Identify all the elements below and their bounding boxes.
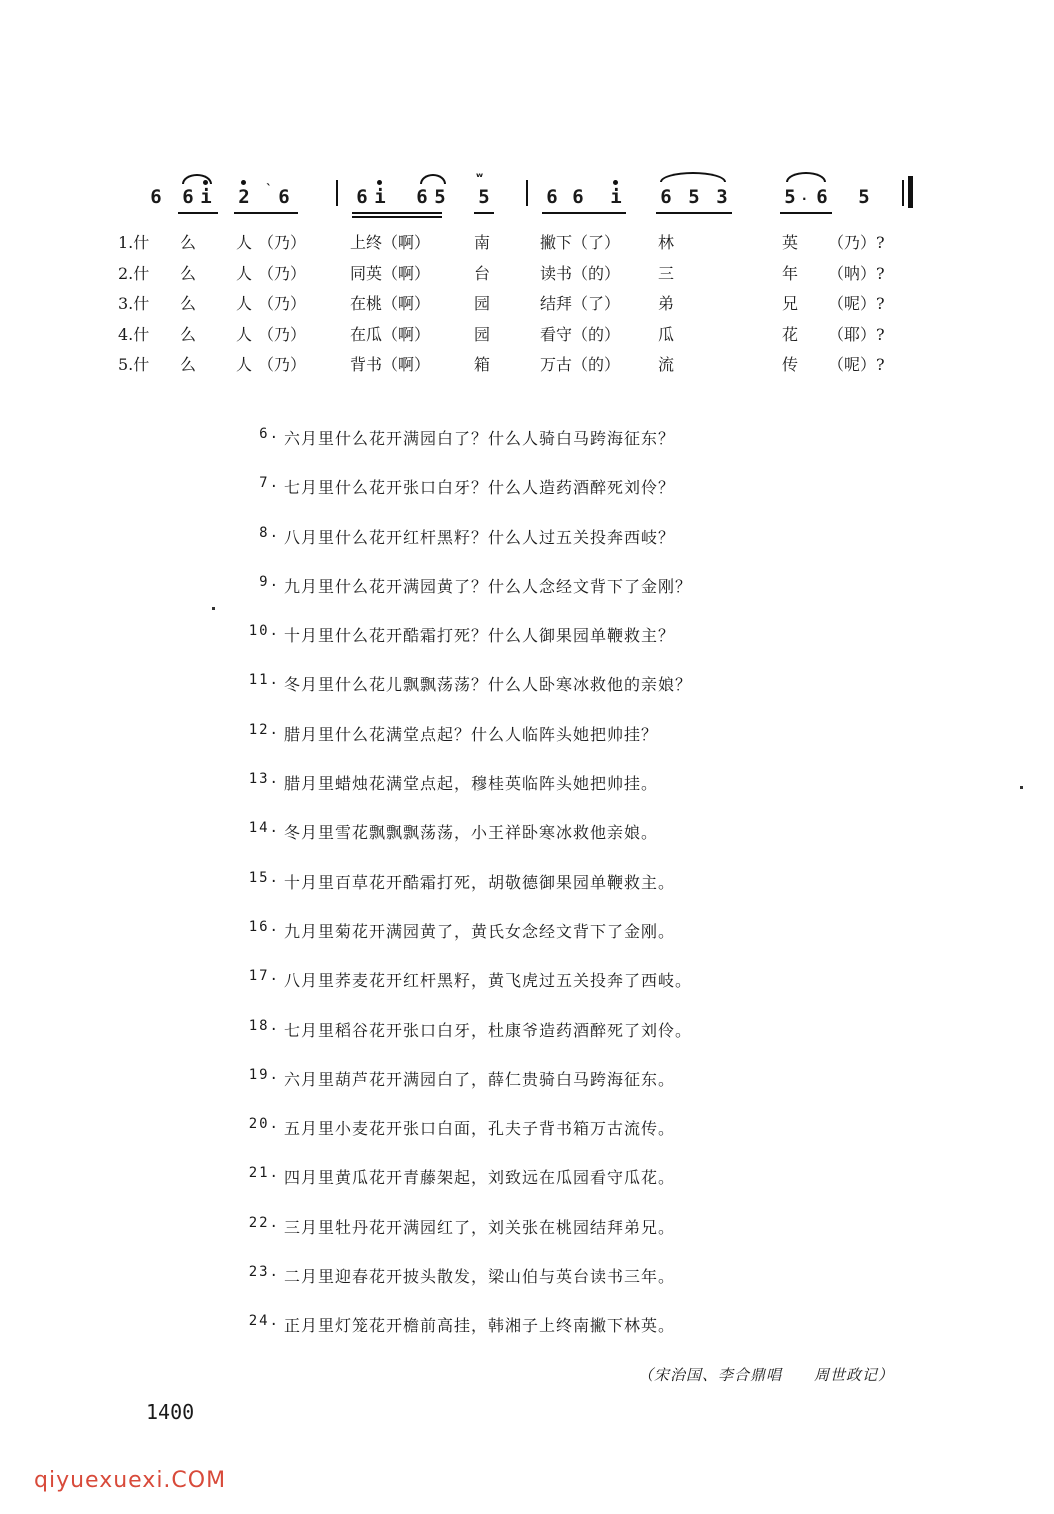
note: 6 [660, 186, 672, 208]
lyric-cell: 1.什 [118, 233, 150, 252]
beam-underline [474, 212, 494, 214]
lyric-cell: （乃） [258, 324, 307, 344]
verse-line [230, 666, 930, 715]
note: 6 [416, 186, 428, 208]
lyric-cell: 上终（啊） [350, 233, 431, 252]
note [370, 186, 390, 208]
lyric-cell: 在桃（啊） [350, 294, 431, 313]
verse-number: 22. [248, 1214, 280, 1231]
verse-text: 九月里菊花开满园黄了，黄氏女念经文背下了金刚。 [284, 921, 676, 941]
lyric-cell: 园 [474, 294, 491, 313]
lyric-cell: （呢）? [828, 355, 885, 374]
note [606, 186, 626, 208]
verse-text: 十月里百草花开酷霜打死，胡敬德御果园单鞭救主。 [284, 872, 676, 892]
note: 6 [816, 186, 828, 208]
verse-text: 六月里葫芦花开满园白了，薛仁贵骑白马跨海征东。 [284, 1069, 676, 1089]
verse-number: 24. [248, 1313, 280, 1330]
lyric-cell: （乃） [258, 355, 307, 374]
note: 5 [434, 186, 446, 208]
lyric-cell: 么 [180, 263, 197, 283]
verse-text: 八月里荞麦花开红杆黑籽，黄飞虎过五关投奔了西岐。 [284, 971, 693, 991]
final-barline-thin [902, 180, 904, 206]
high-octave-dot [241, 180, 246, 185]
lyric-cell: 3.什 [118, 294, 150, 313]
note-text: i [374, 186, 386, 208]
lyric-cell: 4.什 [118, 324, 150, 344]
barline [526, 180, 528, 206]
lyric-cell: （呐）? [828, 263, 885, 283]
verse-text: 冬月里雪花飘飘飘荡荡，小王祥卧寒冰救他亲娘。 [284, 823, 659, 843]
measure-4 [776, 178, 896, 212]
beam-underline [178, 212, 218, 214]
lyric-cell: 么 [180, 233, 197, 252]
lyric-cell: 瓜 [658, 324, 675, 344]
verse-text: 八月里什么花开红杆黑籽？什么人过五关投奔西岐？ [284, 527, 676, 547]
lyric-cell: 年 [782, 263, 799, 283]
verse-line [230, 1307, 930, 1356]
verse-number: 17. [248, 968, 280, 985]
verse-text: 七月里稻谷花开张口白牙，杜康爷造药酒醉死了刘伶。 [284, 1020, 693, 1040]
verse-text: 四月里黄瓜花开青藤架起，刘致远在瓜园看守瓜花。 [284, 1168, 676, 1188]
lyric-cell: 万古（的） [540, 355, 621, 374]
verse-line [230, 469, 930, 518]
verse-number: 6. [259, 426, 280, 442]
verse-line [230, 1061, 930, 1110]
lyric-cell: （乃） [258, 294, 307, 313]
jianpu-notation [140, 160, 940, 220]
verse-line [230, 814, 930, 863]
note: 5 [858, 186, 870, 208]
lyric-cell: 读书（的） [540, 263, 621, 283]
verse-text: 正月里灯笼花开檐前高挂，韩湘子上终南撇下林英。 [284, 1316, 676, 1336]
verse-line [230, 1110, 930, 1159]
beam-underline [780, 212, 832, 214]
verse-text: 二月里迎春花开披头散发，梁山伯与英台读书三年。 [284, 1267, 676, 1287]
verse-line [230, 864, 930, 913]
beam-underline [352, 216, 442, 218]
verse-line [230, 519, 930, 568]
verse-number: 8. [259, 524, 280, 541]
note: 5 [478, 186, 490, 208]
lyric-cell: 兄 [782, 294, 799, 313]
lyric-cell: 花 [782, 324, 799, 344]
verse-number: 16. [248, 918, 280, 935]
beam-underline [352, 212, 442, 214]
beam-underline [234, 212, 298, 214]
verse-number: 14. [248, 820, 280, 837]
lyric-cell: （耶）? [828, 324, 885, 344]
lyric-cell: 么 [180, 355, 197, 374]
lyric-cell: 5.什 [118, 355, 150, 374]
verse-number: 13. [248, 771, 280, 788]
lyric-cell: 台 [474, 263, 491, 283]
lyric-cell: 同英（啊） [350, 263, 431, 283]
verse-number: 21. [248, 1165, 280, 1182]
lyric-cell: 英 [782, 233, 799, 252]
note: 5 [784, 186, 796, 208]
verse-line [230, 913, 930, 962]
verse-text: 腊月里什么花满堂点起？什么人临阵头她把帅挂？ [284, 724, 659, 744]
verse-line [230, 765, 930, 814]
page-number: 1400 [146, 1400, 195, 1424]
note: 6 [572, 186, 584, 208]
slur [182, 174, 212, 184]
beam-underline [656, 212, 732, 214]
note: 6 [356, 186, 368, 208]
lyric-cell: 人 [236, 263, 253, 283]
verse-text: 三月里牡丹花开满园红了，刘关张在桃园结拜弟兄。 [284, 1217, 676, 1237]
note: 3 [716, 186, 728, 208]
lyrics-row [118, 318, 908, 349]
lyric-cell: 三 [658, 263, 675, 283]
verse-text: 七月里什么花开张口白牙？什么人造药酒醉死刘伶？ [284, 478, 676, 498]
lyric-cell: （乃）? [828, 233, 885, 252]
grace-mark: ˋ [266, 182, 272, 196]
verse-number: 20. [248, 1116, 280, 1133]
lyric-cell: 看守（的） [540, 324, 621, 344]
verse-line [230, 1012, 930, 1061]
lyrics-row [118, 226, 908, 257]
note-text: 2 [238, 186, 250, 208]
performer-credit: （宋治国、李合鼎唱 周世政记） [637, 1366, 894, 1384]
lyric-cell: 结拜（了） [540, 294, 621, 313]
lyric-cell: 么 [180, 324, 197, 344]
verse-line [230, 1159, 930, 1208]
verse-line [230, 617, 930, 666]
high-octave-dot [377, 180, 382, 185]
lyric-cell: 人 [236, 355, 253, 374]
note: 6 [182, 186, 194, 208]
final-barline-thick [908, 176, 913, 208]
dot-mark: · [802, 192, 807, 206]
lyric-cell: 人 [236, 233, 253, 252]
scan-speck [1020, 786, 1023, 789]
verse-line [230, 962, 930, 1011]
verse-text: 六月里什么花开满园白了？什么人骑白马跨海征东？ [284, 429, 676, 448]
lyric-cell: 南 [474, 233, 491, 252]
note: 6 [546, 186, 558, 208]
lyric-cell: （乃） [258, 233, 307, 252]
verse-text: 十月里什么花开酷霜打死？什么人御果园单鞭救主？ [284, 626, 676, 646]
measure-1 [140, 178, 310, 212]
lyric-cell: 撇下（了） [540, 233, 621, 252]
verse-number: 15. [248, 869, 280, 886]
verse-line [230, 420, 930, 469]
lyric-cell: （乃） [258, 263, 307, 283]
measure-2 [350, 170, 510, 212]
verse-line [230, 716, 930, 765]
verse-text: 腊月里蜡烛花满堂点起，穆桂英临阵头她把帅挂。 [284, 774, 659, 794]
site-watermark: qiyuexuexi.COM [34, 1468, 227, 1493]
slur [660, 172, 726, 182]
note: 6 [150, 186, 162, 208]
verse-text: 九月里什么花开满园黄了？什么人念经文背下了金刚？ [284, 576, 693, 596]
measure-3 [540, 178, 770, 212]
lyric-cell: 人 [236, 294, 253, 313]
verse-number: 19. [248, 1066, 280, 1083]
lyric-cell: 园 [474, 324, 491, 344]
trill-mark: ʷ [476, 170, 484, 184]
slur [420, 174, 446, 184]
lyric-cell: 么 [180, 294, 197, 313]
note: 5 [688, 186, 700, 208]
lyrics-row [118, 257, 908, 288]
scan-speck [212, 607, 215, 610]
verse-text: 冬月里什么花儿飘飘荡荡？什么人卧寒冰救他的亲娘？ [284, 675, 693, 695]
verse-number: 10. [248, 623, 280, 640]
barline [336, 180, 338, 206]
lyric-cell: 2.什 [118, 263, 150, 283]
beam-underline [542, 212, 626, 214]
verse-number: 7. [259, 475, 280, 492]
note [234, 186, 254, 208]
lyric-cell: 背书（啊） [350, 355, 431, 374]
lyric-cell: 在瓜（啊） [350, 324, 431, 344]
lyrics-table [118, 226, 908, 379]
lyrics-row [118, 287, 908, 318]
lyric-cell: 流 [658, 355, 675, 374]
note: 6 [278, 186, 290, 208]
note-text: i [610, 186, 622, 208]
lyrics-row [118, 348, 908, 379]
verse-line [230, 1258, 930, 1307]
verse-text: 五月里小麦花开张口白面，孔夫子背书箱万古流传。 [284, 1119, 676, 1139]
slur [786, 172, 826, 182]
high-octave-dot [613, 180, 618, 185]
lyric-cell: 弟 [658, 294, 675, 313]
lyric-cell: 人 [236, 324, 253, 344]
lyric-cell: （呢）? [828, 294, 885, 313]
verse-list [230, 420, 930, 1357]
lyric-cell: 传 [782, 355, 799, 374]
verse-number: 12. [248, 721, 280, 738]
verse-line [230, 568, 930, 617]
verse-line [230, 1209, 930, 1258]
verse-number: 18. [248, 1017, 280, 1034]
verse-number: 9. [259, 573, 280, 590]
note [196, 186, 216, 208]
lyric-cell: 箱 [474, 355, 491, 374]
note-text: i [200, 186, 212, 208]
lyric-cell: 林 [658, 233, 675, 252]
verse-number: 11. [248, 672, 280, 689]
verse-number: 23. [248, 1264, 280, 1281]
